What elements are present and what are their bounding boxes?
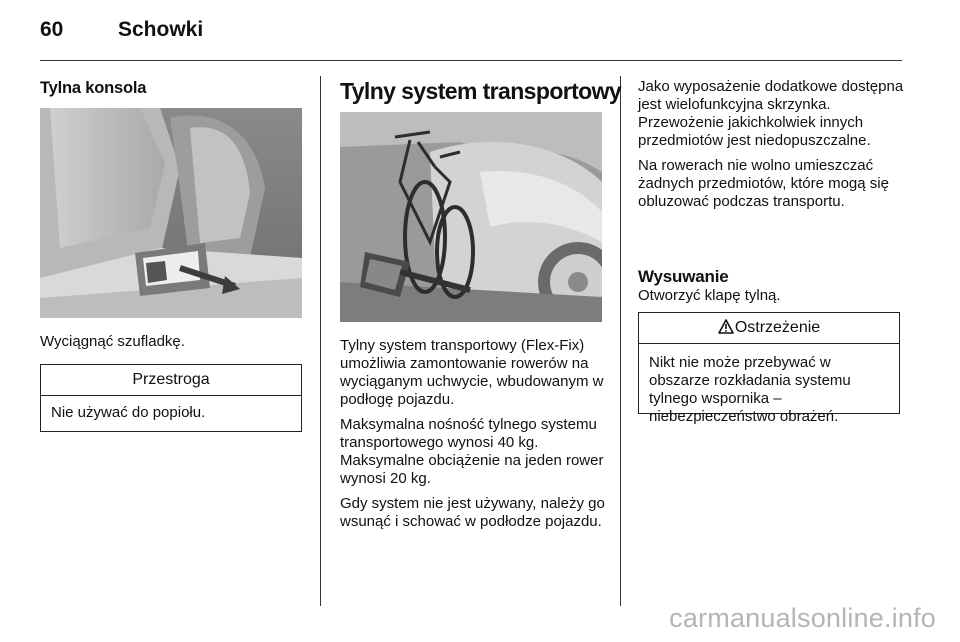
warning-box-header: [639, 313, 899, 344]
subsection-instruction: Otworzyć klapę tylną.: [638, 287, 781, 304]
right-column-text: [638, 78, 908, 218]
section-heading-rear-console: Tylna konsola: [40, 79, 147, 97]
rear-console-caption: Wyciągnąć szufladkę.: [40, 333, 185, 350]
column-divider-right: [620, 76, 621, 606]
rear-console-drawer-illustration: [40, 108, 302, 318]
page-title: Schowki: [118, 18, 204, 41]
warning-triangle-icon: [718, 315, 734, 345]
page-number: 60: [40, 18, 64, 41]
warning-box: [638, 312, 900, 425]
warning-box-text: Nikt nie może przebywać w obszarze rozkładania systemu tylnego wspornika – niebezpieczeństwo obrażeń.: [649, 354, 851, 425]
section-heading-rear-carrier: Tylny system transportowy: [340, 78, 622, 104]
right-paragraph-1: Jako wyposażenie dodatkowe dostępna jest wielofunkcyjna skrzynka. Przewożenie jakichkolwiek innych przedmiotów jest niedopuszczalne.: [638, 78, 904, 149]
header-rule: [40, 60, 902, 61]
right-paragraph-2: Na rowerach nie wolno umieszczać żadnych przedmiotów, które mogą się obluzować podczas transportu.: [638, 157, 889, 210]
column-divider-left: [320, 76, 321, 606]
caution-box: [40, 364, 302, 432]
caution-box-title: Przestroga: [41, 365, 301, 396]
warning-box-title: Ostrzeżenie: [734, 319, 821, 336]
watermark: carmanualsonline.info: [669, 603, 936, 633]
rear-carrier-paragraph-3: Gdy system nie jest używany, należy go wsunąć i schować w podłodze pojazdu.: [340, 495, 605, 530]
rear-carrier-bicycle-illustration: [340, 112, 602, 322]
rear-carrier-paragraph-1: Tylny system transportowy (Flex-Fix) umożliwia zamontowanie rowerów na wyciąganym uchwycie, wbudowanym w podłogę pojazdu.: [340, 337, 604, 408]
subsection-heading-extending: Wysuwanie: [638, 267, 729, 286]
rear-carrier-paragraph-2: Maksymalna nośność tylnego systemu transportowego wynosi 40 kg. Maksymalne obciążenie na jeden rower wynosi 20 kg.: [340, 416, 604, 487]
caution-box-text: Nie używać do popiołu.: [51, 404, 206, 421]
rear-carrier-text: [340, 337, 608, 538]
